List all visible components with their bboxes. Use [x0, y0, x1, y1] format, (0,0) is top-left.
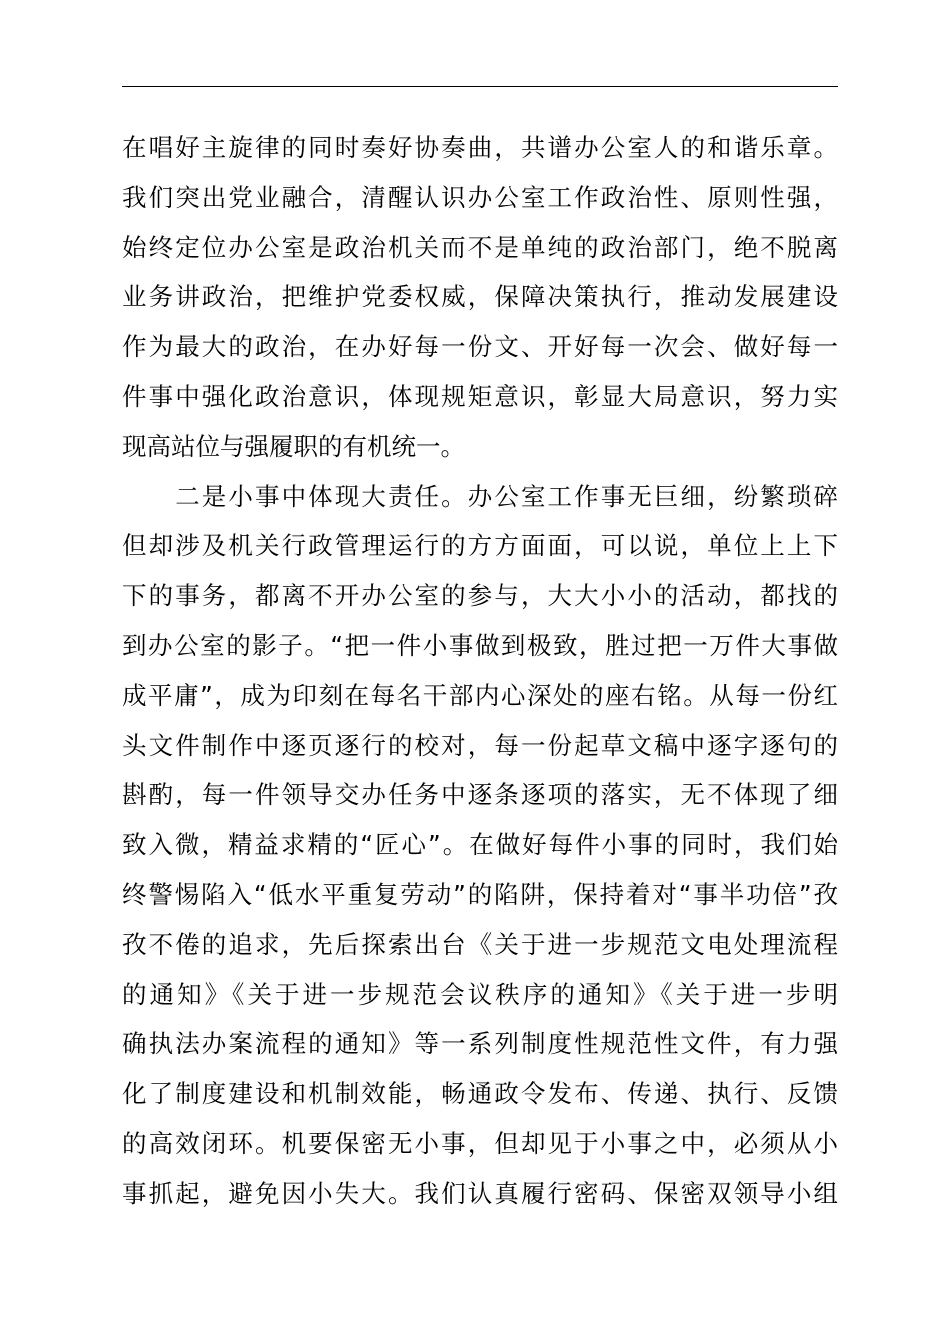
text-line: 我们突出党业融合，清醒认识办公室工作政治性、原则性强，: [122, 182, 838, 212]
text-line: 件事中强化政治意识，体现规矩意识，彰显大局意识，努力实: [122, 381, 838, 411]
text-line: 始终定位办公室是政治机关而不是单纯的政治部门，绝不脱离: [122, 232, 838, 262]
text-line: 业务讲政治，把维护党委权威，保障决策执行，推动发展建设: [122, 282, 838, 312]
text-line: 现高站位与强履职的有机统一。: [122, 431, 465, 461]
text-line: 事抓起，避免因小失大。我们认真履行密码、保密双领导小组: [122, 1178, 838, 1208]
text-line: 但却涉及机关行政管理运行的方方面面，可以说，单位上上下: [122, 531, 838, 561]
text-line: 化了制度建设和机制效能，畅通政令发布、传递、执行、反馈: [122, 1079, 838, 1109]
text-line: 确执法办案流程的通知》等一系列制度性规范性文件，有力强: [122, 1029, 838, 1059]
text-line: 的高效闭环。机要保密无小事，但却见于小事之中，必须从小: [122, 1128, 838, 1158]
text-line: 致入微，精益求精的“匠心”。在做好每件小事的同时，我们始: [122, 830, 838, 860]
text-line: 在唱好主旋律的同时奏好协奏曲，共谱办公室人的和谐乐章。: [122, 133, 838, 162]
text-line: 的通知》《关于进一步规范会议秩序的通知》《关于进一步明: [122, 979, 838, 1009]
text-line: 到办公室的影子。“把一件小事做到极致，胜过把一万件大事做: [122, 630, 838, 660]
text-line: 作为最大的政治，在办好每一份文、开好每一次会、做好每一: [122, 332, 838, 362]
text-line: 成平庸”，成为印刻在每名干部内心深处的座右铭。从每一份红: [122, 680, 838, 710]
header-rule: [122, 86, 838, 87]
text-line: 孜不倦的追求，先后探索出台《关于进一步规范文电处理流程: [122, 929, 838, 959]
text-line: 终警惕陷入“低水平重复劳动”的陷阱，保持着对“事半功倍”孜: [122, 879, 838, 909]
body-text: [122, 123, 838, 1219]
text-line: 头文件制作中逐页逐行的校对，每一份起草文稿中逐字逐句的: [122, 730, 838, 760]
text-line: 斟酌，每一件领导交办任务中逐条逐项的落实，无不体现了细: [122, 780, 838, 810]
text-line: 下的事务，都离不开办公室的参与，大大小小的活动，都找的: [122, 581, 838, 611]
text-line: 二是小事中体现大责任。办公室工作事无巨细，纷繁琐碎: [122, 481, 838, 511]
